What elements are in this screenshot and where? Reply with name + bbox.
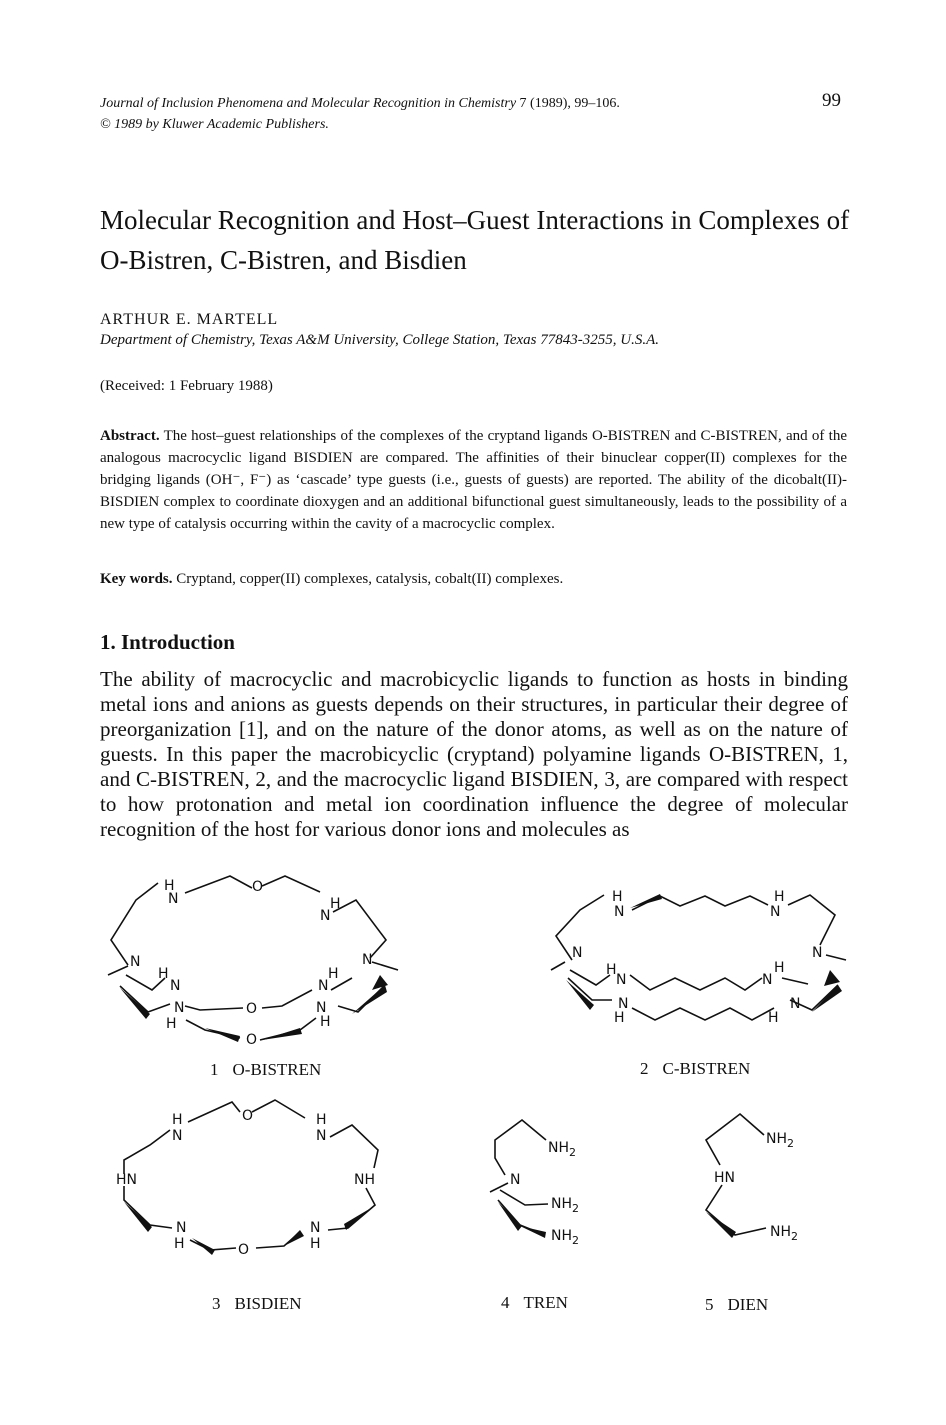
author-affiliation: Department of Chemistry, Texas A&M University, College Station, Texas 77843-3255, U.S.A. <box>100 332 659 348</box>
atom-o: O <box>242 1108 254 1124</box>
journal-name: Journal of Inclusion Phenomena and Molecular Recognition in Chemistry <box>100 96 517 111</box>
atom-h: H <box>330 896 341 912</box>
caption-c-bistren <box>640 1059 750 1079</box>
abstract-label: Abstract. <box>100 428 160 444</box>
atom-n: N <box>572 945 583 961</box>
atom-h: H <box>328 966 339 982</box>
atom-nh2 <box>548 1140 576 1159</box>
subscript-2: 2 <box>787 1137 794 1150</box>
atom-o: O <box>246 1032 258 1048</box>
subscript-2: 2 <box>791 1230 798 1243</box>
compound-name: DIEN <box>727 1295 769 1314</box>
atom-n: N <box>168 891 179 907</box>
atom-n: N <box>170 978 181 994</box>
atom-n: N <box>762 972 773 988</box>
atom-hn: HN <box>116 1172 137 1188</box>
atom-n: N <box>176 1220 187 1236</box>
atom-o: O <box>238 1242 250 1258</box>
atom-n: N <box>130 954 141 970</box>
nh-label: NH <box>548 1140 569 1156</box>
atom-h: H <box>158 966 169 982</box>
atom-n: N <box>362 952 373 968</box>
page-number: 99 <box>822 90 841 111</box>
compound-name: BISDIEN <box>234 1294 302 1313</box>
atom-h: H <box>774 960 785 976</box>
compound-name: O-BISTREN <box>232 1060 322 1079</box>
atom-nh2 <box>551 1196 579 1215</box>
structure-dien <box>706 1114 798 1243</box>
keywords-label: Key words. <box>100 571 173 587</box>
compound-number: 5 <box>705 1295 714 1314</box>
atom-h: H <box>164 878 175 894</box>
atom-h: H <box>768 1010 779 1026</box>
structure-bisdien <box>116 1100 378 1258</box>
atom-h: H <box>316 1112 327 1128</box>
abstract-text: The host–guest relationships of the complexes of the cryptand ligands O-BISTREN and C-BISTREN, and of the analogous macrocyclic ligand BISDIEN are compared. The affinities of their binuclear copper(II) complexes for the bridging ligands (OH⁻, F⁻) as ‘cascade’ type guests (i.e., guests of guests) are reported. The ability of the dicobalt(II)-BISDIEN complex to coordinate dioxygen and an additional bifunctional guest simultaneously, leads to the possibility of a new type of catalysis occurring within the cavity of a macrocyclic complex. <box>100 428 847 532</box>
author-name: ARTHUR E. MARTELL <box>100 311 279 328</box>
atom-n: N <box>174 1000 185 1016</box>
atom-nh2 <box>770 1224 798 1243</box>
atom-h: H <box>612 889 623 905</box>
atom-n: N <box>316 1128 327 1144</box>
compound-name: TREN <box>523 1293 568 1312</box>
atom-n: N <box>614 904 625 920</box>
atom-n: N <box>172 1128 183 1144</box>
compound-number: 2 <box>640 1059 649 1078</box>
atom-h: H <box>310 1236 321 1252</box>
atom-h: H <box>774 889 785 905</box>
copyright-line: © 1989 by Kluwer Academic Publishers. <box>100 117 329 132</box>
atom-n: N <box>812 945 823 961</box>
caption-dien <box>705 1295 768 1315</box>
caption-bisdien <box>212 1294 302 1314</box>
nh-label: NH <box>551 1228 572 1244</box>
compound-name: C-BISTREN <box>662 1059 751 1078</box>
intro-paragraph: The ability of macrocyclic and macrobicyclic ligands to function as hosts in binding metal ions and anions as guests depends on their structures, in particular their degree of preorganization [1], and on the nature of the donor atoms, as well as on the nature of guests. In this paper the macrobicyclic (cryptand) polyamine ligands O-BISTREN, 1, and C-BISTREN, 2, and the macrocyclic ligand BISDIEN, 3, are compared with respect to how protonation and metal ion coordination influence the degree of molecular recognition of the host for various donor ions and molecules as <box>100 667 848 841</box>
compound-number: 3 <box>212 1294 221 1313</box>
compound-number: 1 <box>210 1060 219 1079</box>
subscript-2: 2 <box>569 1146 576 1159</box>
atom-h: H <box>614 1010 625 1026</box>
atom-n: N <box>510 1172 521 1188</box>
caption-tren <box>501 1293 568 1313</box>
subscript-2: 2 <box>572 1202 579 1215</box>
atom-n: N <box>316 1000 327 1016</box>
atom-nh2 <box>551 1228 579 1247</box>
atom-h: H <box>172 1112 183 1128</box>
atom-n: N <box>320 908 331 924</box>
structure-o-bistren <box>108 876 398 1048</box>
atom-hn: HN <box>714 1170 735 1186</box>
nh-label: NH <box>770 1224 791 1240</box>
atom-h: H <box>606 962 617 978</box>
atom-nh2 <box>766 1131 794 1150</box>
atom-o: O <box>246 1001 258 1017</box>
section-heading: 1. Introduction <box>100 630 235 654</box>
nh-label: NH <box>766 1131 787 1147</box>
structure-tren <box>490 1120 579 1247</box>
subscript-2: 2 <box>572 1234 579 1247</box>
keywords-text: Cryptand, copper(II) complexes, catalysis, cobalt(II) complexes. <box>172 571 564 587</box>
atom-n: N <box>770 904 781 920</box>
compound-number: 4 <box>501 1293 510 1312</box>
atom-nh: NH <box>354 1172 375 1188</box>
atom-h: H <box>166 1016 177 1032</box>
article-title: Molecular Recognition and Host–Guest Interactions in Complexes of O-Bistren, C-Bistren, and Bisdien <box>100 205 850 275</box>
caption-o-bistren <box>210 1060 321 1080</box>
atom-h: H <box>174 1236 185 1252</box>
journal-citation: 7 (1989), 99–106. <box>516 96 620 111</box>
atom-n: N <box>310 1220 321 1236</box>
received-date: (Received: 1 February 1988) <box>100 378 273 394</box>
nh-label: NH <box>551 1196 572 1212</box>
atom-n: N <box>790 996 801 1012</box>
atom-n: N <box>618 996 629 1012</box>
atom-o: O <box>252 879 264 895</box>
atom-n: N <box>318 978 329 994</box>
structure-c-bistren <box>551 889 846 1026</box>
atom-h: H <box>320 1014 331 1030</box>
atom-n: N <box>616 972 627 988</box>
